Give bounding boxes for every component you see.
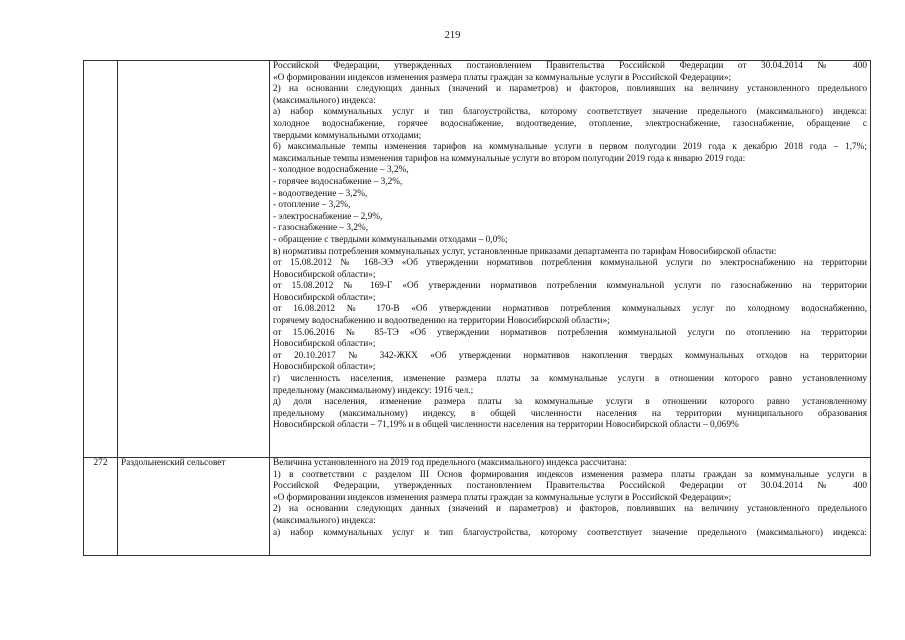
text-line: Новосибирской области – 71,19% и в общей численности населения на территории Новосибирской области – 0,069%	[273, 420, 739, 431]
text-line: Российской Федерации, утвержденных постановлением Правительства Российской Федерации от 30.04.2014 № 400	[273, 61, 867, 71]
text-line: в) нормативы потребления коммунальных услуг, установленные приказами департамента по тарифам Новосибирской области:	[273, 246, 777, 257]
text-line: холодное водоснабжение, горячее водоснабжение, водоотведение, отопление, электроснабжение, газоснабжение, обращение с	[273, 118, 867, 129]
text-line: а) набор коммунальных услуг и тип благоустройства, которому соответствует значение предельного (максимального) индекса:	[273, 527, 867, 538]
text-line: «О формировании индексов изменения размера платы граждан за коммунальные услуги в Российской Федерации»;	[273, 72, 732, 83]
calculation-text-cell	[270, 61, 871, 458]
text-line: г) численность населения, изменение размера платы за коммунальные услуги в отношении которого равно установленному	[273, 374, 867, 385]
calculation-text-cell	[270, 458, 871, 556]
page-number: 219	[444, 30, 461, 41]
text-line: от 15.08.2012 № 168-ЭЭ «Об утверждении нормативов потребления коммунальной услуги по электроснабжению на территории	[273, 258, 867, 269]
row-number-cell	[84, 61, 118, 458]
index-table	[83, 60, 871, 556]
text-line: от 15.06.2016 № 85-ТЭ «Об утверждении нормативов потребления коммунальной услуги по отоплению на территории	[273, 327, 867, 338]
row-number-cell: 272	[84, 458, 118, 556]
text-line: Новосибирской области»;	[273, 362, 376, 373]
text-line: - холодное водоснабжение – 3,2%,	[273, 165, 409, 176]
text-line: Величина установленного на 2019 год предельного (максимального) индекса рассчитана:	[273, 458, 627, 468]
text-line: твердыми коммунальными отходами;	[273, 130, 422, 141]
text-line: от 16.08.2012 № 170-В «Об утверждении нормативов потребления коммунальных услуг по холодному водоснабжению,	[273, 304, 867, 315]
text-line: (максимального) индекса:	[273, 515, 376, 526]
table-row	[84, 458, 871, 556]
text-line: 2) на основании следующих данных (значений и параметров) и факторов, повлиявших на величину установленного предельного	[273, 84, 867, 95]
text-line: Новосибирской области»;	[273, 292, 376, 303]
text-line: горячему водоснабжению и водоотведению на территории Новосибирской области»;	[273, 316, 610, 327]
municipality-name-cell	[118, 61, 270, 458]
text-line: предельному (максимальному) индексу, в общей численности населения на территории муниципального образования	[273, 408, 867, 419]
text-line: Российской Федерации, утвержденных постановлением Правительства Российской Федерации от 30.04.2014 № 400	[273, 481, 867, 492]
text-line: (максимального) индекса:	[273, 95, 376, 106]
municipality-name-cell: Раздольненский сельсовет	[118, 458, 270, 556]
text-line: 2) на основании следующих данных (значений и параметров) и факторов, повлиявших на величину установленного предельного	[273, 504, 867, 515]
text-line: - горячее водоснабжение – 3,2%,	[273, 176, 403, 187]
text-line: предельному (максимальному) индексу: 1916 чел.;	[273, 385, 474, 396]
text-line: а) набор коммунальных услуг и тип благоустройства, которому соответствует значение предельного (максимального) индекса:	[273, 107, 867, 118]
text-line: - газоснабжение – 3,2%,	[273, 223, 369, 234]
text-line: 1) в соответствии с разделом III Основ формирования индексов изменения размера платы граждан за коммунальные услуги в	[273, 469, 867, 480]
text-line: максимальные темпы изменения тарифов на коммунальные услуги во втором полугодии 2019 года к январю 2019 года:	[273, 153, 746, 164]
text-line: «О формировании индексов изменения размера платы граждан за коммунальные услуги в Российской Федерации»;	[273, 492, 732, 503]
text-line: б) максимальные темпы изменения тарифов на коммунальные услуги в первом полугодии 2019 года к декабрю 2018 года – 1,7%;	[273, 142, 867, 153]
text-line: - водоотведение – 3,2%,	[273, 188, 368, 199]
text-line: от 20.10.2017 № 342-ЖКХ «Об утверждении нормативов накопления твердых коммунальных отходов на территории	[273, 350, 867, 361]
text-line: д) доля населения, изменение размера платы за коммунальные услуги в отношении которого равно установленному	[273, 397, 867, 408]
text-line: Новосибирской области»;	[273, 339, 376, 350]
table-row	[84, 61, 871, 458]
text-line: - отопление – 3,2%,	[273, 200, 351, 211]
text-line: - электроснабжение – 2,9%,	[273, 211, 383, 222]
text-line: - обращение с твердыми коммунальными отходами – 0,0%;	[273, 234, 508, 245]
text-line: Новосибирской области»;	[273, 269, 376, 280]
text-line: от 15.08.2012 № 169-Г «Об утверждении нормативов потребления коммунальной услуги по газоснабжению на территории	[273, 281, 867, 292]
